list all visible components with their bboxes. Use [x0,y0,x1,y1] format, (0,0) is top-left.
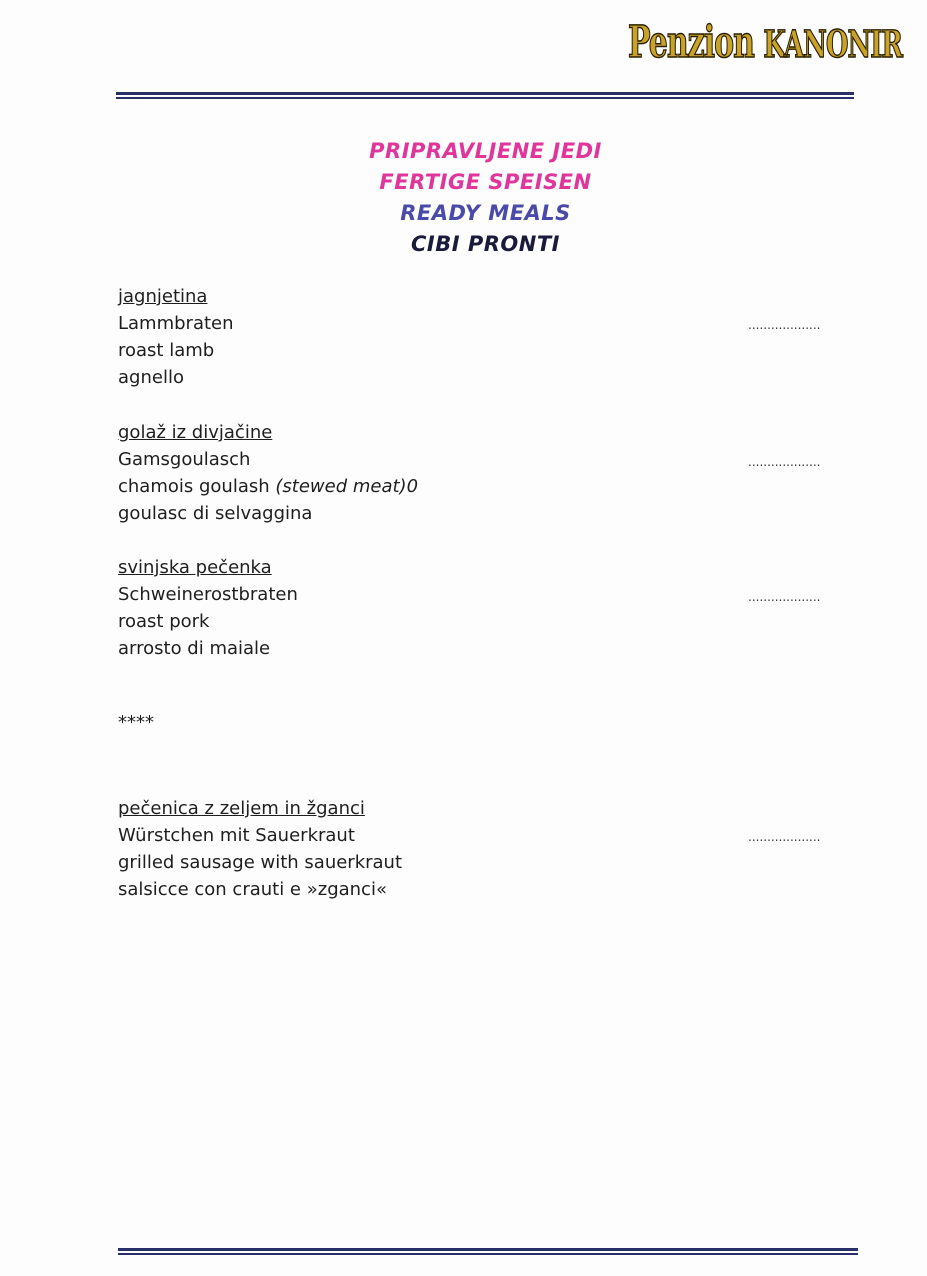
dish-english [118,849,402,876]
dish-italian: salsicce con crauti e »zganci« [118,879,387,900]
title-slovenian: PRIPRAVLJENE JEDI [369,139,602,163]
dish-english [118,337,234,364]
dish-german: Gamsgoulasch [118,449,251,470]
title-english: READY MEALS [400,201,571,225]
price-placeholder: ................... [748,455,821,469]
dish-german: Würstchen mit Sauerkraut [118,825,355,846]
dish-name: golaž iz divjačine [118,422,273,443]
title-italian: CIBI PRONTI [411,232,560,256]
top-divider [116,92,854,99]
dish-german: Lammbraten [118,313,234,334]
menu-titles [0,136,927,260]
dish-english-text: roast pork [118,611,210,632]
price-placeholder: ................... [748,590,821,604]
dish-english-text: chamois goulash [118,476,276,497]
title-german: FERTIGE SPEISEN [379,170,592,194]
dish-name: jagnjetina [118,286,208,307]
dish-pecenica [118,795,402,903]
dish-jagnjetina [118,283,234,391]
section-separator: **** [118,712,154,733]
dish-english-text: grilled sausage with sauerkraut [118,852,403,873]
logo-word-kanonir: KANONIR [763,23,903,68]
dish-english [118,473,418,500]
dish-german: Schweinerostbraten [118,584,298,605]
logo-word-penzion: Penzion [628,18,754,69]
dish-english-text: roast lamb [118,340,215,361]
dish-svinjska-pecenka [118,554,298,662]
dish-italian: arrosto di maiale [118,638,271,659]
dish-name: pečenica z zeljem in žganci [118,798,365,819]
dish-english [118,608,298,635]
dish-english-note: (stewed meat)0 [275,476,419,497]
dish-name: svinjska pečenka [118,557,272,578]
dish-golaz [118,419,418,527]
price-placeholder: ................... [748,830,821,844]
penzion-kanonir-logo [628,18,902,69]
price-placeholder: ................... [748,318,821,332]
bottom-divider [118,1248,858,1255]
dish-italian: goulasc di selvaggina [118,503,313,524]
dish-italian: agnello [118,367,184,388]
